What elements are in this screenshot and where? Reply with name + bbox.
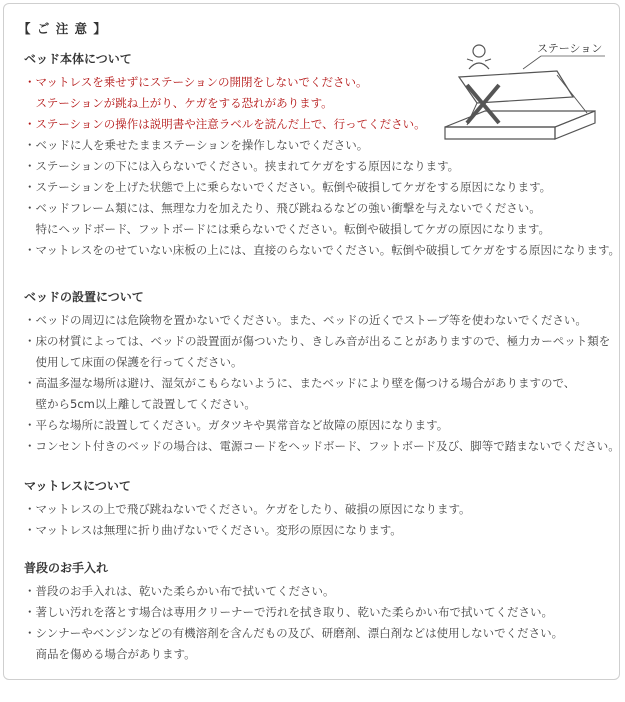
list-item: ・床の材質によっては、ベッドの設置面が傷ついたり、きしみ音が出ることがありますので、極力カーペット類を — [24, 334, 611, 348]
list-item: ・ステーションの操作は説明書や注意ラベルを読んだ上で、行ってください。 — [24, 117, 426, 131]
list-item: ・ベッドの周辺には危険物を置かないでください。また、ベッドの近くでストーブ等を使わないでください。 — [24, 313, 587, 327]
list-item: ・ベッドに人を乗せたままステーションを操作しないでください。 — [24, 138, 369, 152]
list-item: ・普段のお手入れは、乾いた柔らかい布で拭いてください。 — [24, 584, 335, 598]
list-item: ・ステーションを上げた状態で上に乗らないでください。転倒や破損してケガをする原因になります。 — [24, 180, 552, 194]
list-item: 壁から5cm以上離して設置してください。 — [24, 397, 256, 411]
list-item: ・マットレスの上で飛び跳ねないでください。ケガをしたり、破損の原因になります。 — [24, 502, 471, 516]
list-item: ・マットレスをのせていない床板の上には、直接のらないでください。転倒や破損してケガをする原因になります。 — [24, 243, 621, 257]
section-heading: ベッドの設置について — [24, 290, 144, 304]
list-item: ・シンナーやベンジンなどの有機溶剤を含んだもの及び、研磨剤、漂白剤などは使用しないでください。 — [24, 626, 564, 640]
section-mattress — [24, 477, 471, 541]
list-item: ・ステーションの下には入らないでください。挟まれてケガをする原因になります。 — [24, 159, 460, 173]
section-heading: マットレスについて — [24, 479, 131, 493]
notice-card — [3, 3, 620, 680]
list-item: ・高温多湿な場所は避け、湿気がこもらないように、またベッドにより壁を傷つける場合がありますので、 — [24, 376, 576, 390]
list-item: ステーションが跳ね上がり、ケガをする恐れがあります。 — [24, 96, 333, 110]
section-bed-installation — [24, 288, 620, 457]
list-item: ・マットレスを乗せずにステーションの開閉をしないでください。 — [24, 75, 368, 89]
list-item: 使用して床面の保護を行ってください。 — [24, 355, 243, 369]
notice-title: 【 ご 注 意 】 — [18, 21, 107, 36]
list-item: ・平らな場所に設置してください。ガタツキや異常音など故障の原因になります。 — [24, 418, 449, 432]
list-item: ・マットレスは無理に折り曲げないでください。変形の原因になります。 — [24, 523, 402, 537]
list-item: ・コンセント付きのベッドの場合は、電源コードをヘッドボード、フットボード及び、脚等で踏まないでください。 — [24, 439, 620, 453]
section-heading: 普段のお手入れ — [24, 561, 109, 575]
list-item: 商品を傷める場合があります。 — [24, 647, 196, 661]
section-bed-body — [24, 50, 620, 261]
section-heading: ベッド本体について — [24, 52, 132, 66]
list-item: ・ベッドフレーム類には、無理な力を加えたり、飛び跳ねるなどの強い衝撃を与えないでください。 — [24, 201, 541, 215]
list-item: ・著しい汚れを落とす場合は専用クリーナーで汚れを拭き取り、乾いた柔らかい布で拭いてください。 — [24, 605, 553, 619]
list-item: 特にヘッドボード、フットボードには乗らないでください。転倒や破損してケガの原因になります。 — [24, 222, 551, 236]
station-label: ステーション — [537, 42, 603, 55]
section-daily-care — [24, 559, 563, 665]
